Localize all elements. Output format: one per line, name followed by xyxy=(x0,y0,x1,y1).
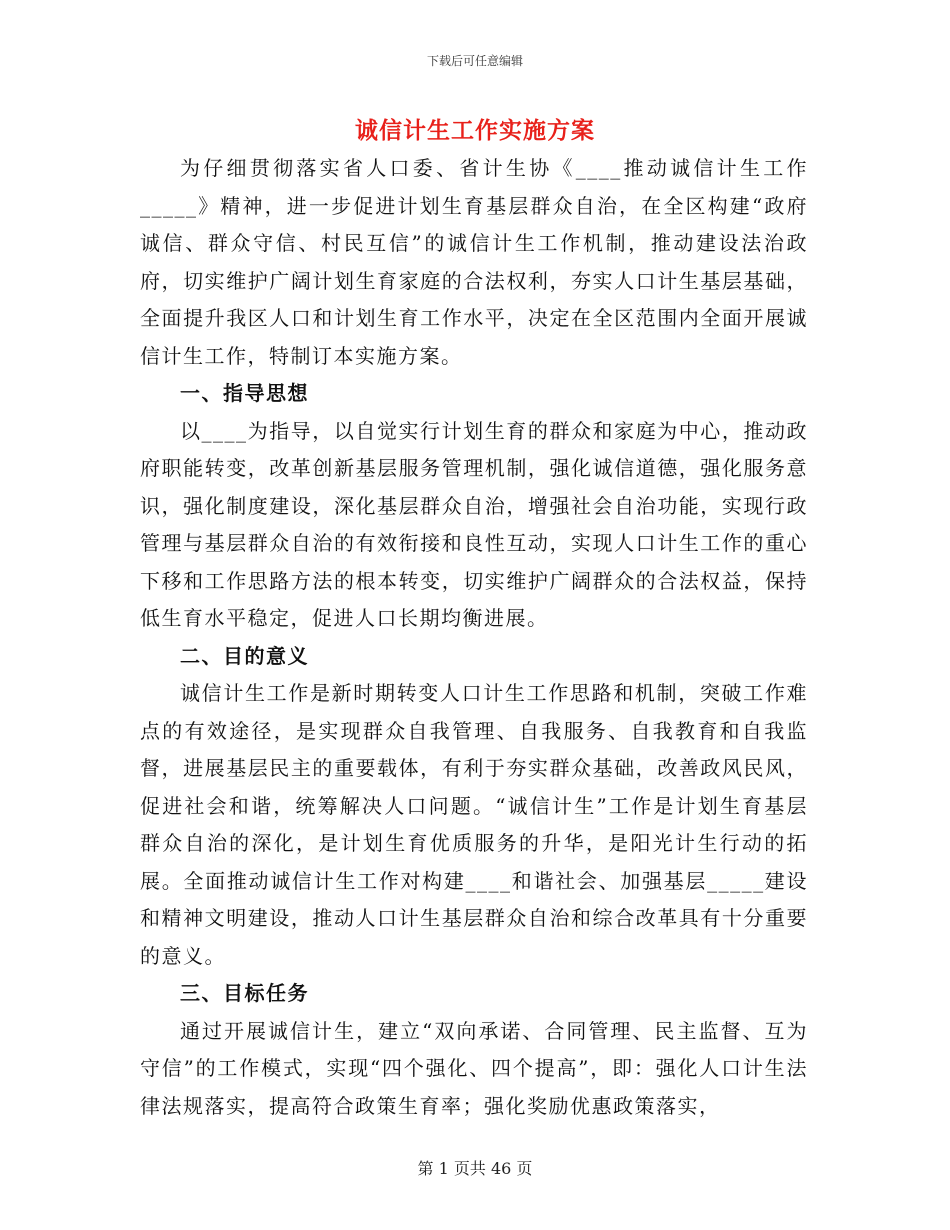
section-body-purpose: 诚信计生工作是新时期转变人口计生工作思路和机制，突破工作难点的有效途径，是实现群众自我管理、自我服务、自我教育和自我监督，进展基层民主的重要载体，有利于夯实群众基础，改善政风民风，促进社会和谐，统筹解决人口问题。“诚信计生”工作是计划生育基层群众自治的深化，是计划生育优质服务的升华，是阳光计生行动的拓展。全面推动诚信计生工作对构建____和谐社会、加强基层_____建设和精神文明建设，推动人口计生基层群众自治和综合改革具有十分重要的意义。 xyxy=(140,681,808,968)
section-heading-purpose: 二、目的意义 xyxy=(180,643,309,668)
section-heading-goals: 三、目标任务 xyxy=(180,981,309,1005)
document-body xyxy=(140,150,808,1125)
intro-paragraph: 为仔细贯彻落实省人口委、省计生协《____推动诚信计生工作_____》精神，进一步促进计划生育基层群众自治，在全区构建“政府诚信、群众守信、村民互信”的诚信计生工作机制，推动建设法治政府，切实维护广阔计划生育家庭的合法权利，夯实人口计生基层基础，全面提升我区人口和计划生育工作水平，决定在全区范围内全面开展诚信计生工作，特制订本实施方案。 xyxy=(140,156,808,368)
section-body-guiding-ideology: 以____为指导，以自觉实行计划生育的群众和家庭为中心，推动政府职能转变，改革创新基层服务管理机制，强化诚信道德，强化服务意识，强化制度建设，深化基层群众自治，增强社会自治功能，实现行政管理与基层群众自治的有效衔接和良性互动，实现人口计生工作的重心下移和工作思路方法的根本转变，切实维护广阔群众的合法权益，保持低生育水平稳定，促进人口长期均衡进展。 xyxy=(140,418,808,630)
page-footer-number: 第 1 页共 46 页 xyxy=(417,1159,533,1178)
section-heading-guiding-ideology: 一、指导思想 xyxy=(180,381,309,405)
page-header-note: 下载后可任意编辑 xyxy=(426,54,523,68)
section-body-goals: 通过开展诚信计生，建立“双向承诺、合同管理、民主监督、互为守信”的工作模式，实现“四个强化、四个提高”，即：强化人口计生法律法规落实，提高符合政策生育率；强化奖励优惠政策落实， xyxy=(140,1018,808,1118)
document-title: 诚信计生工作实施方案 xyxy=(355,117,595,144)
